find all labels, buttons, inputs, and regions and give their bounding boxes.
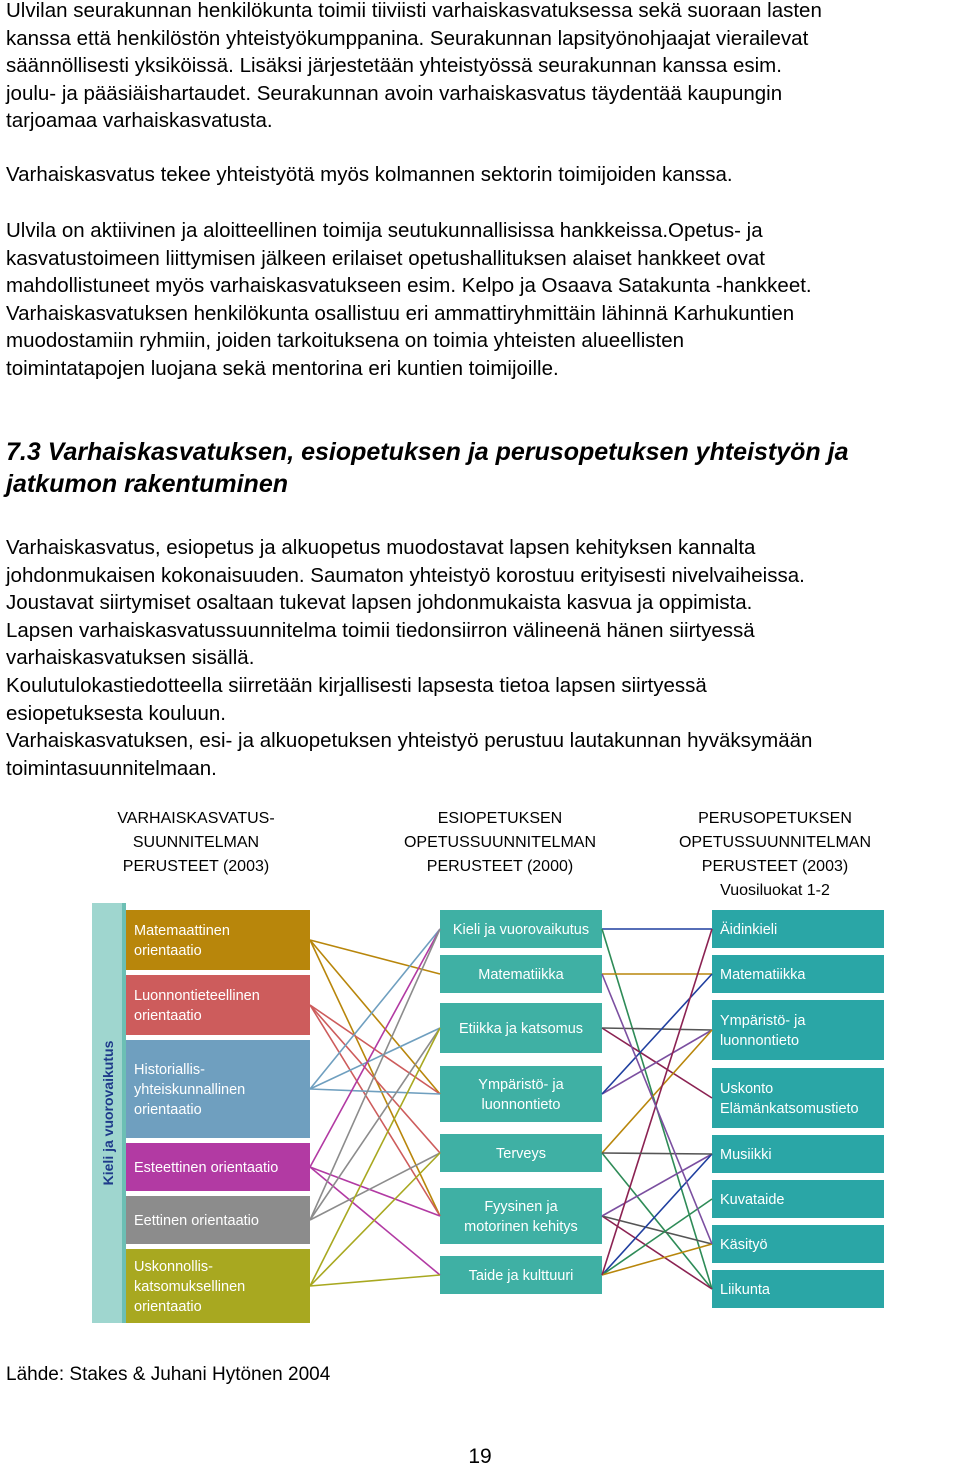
connector-line [602, 1030, 712, 1153]
col1-label: Eettinen orientaatio [134, 1213, 259, 1229]
connector-line [602, 974, 712, 1244]
col1-title: VARHAISKASVATUS-SUUNNITELMAN PERUSTEET (2003) [117, 810, 275, 875]
connector-line [602, 1216, 712, 1289]
col1-label: Luonnontieteellinen orientaatio [134, 988, 260, 1024]
col3-label: Matematiikka [720, 967, 806, 983]
col2-label: Fyysinen ja motorinen kehitys [464, 1199, 578, 1235]
connector-line [310, 1275, 440, 1286]
connector-line [310, 940, 440, 974]
col3-box [712, 1000, 884, 1060]
paragraph-kolmas-sektori: Varhaiskasvatus tekee yhteistyötä myös kolmannen sektorin toimijoiden kanssa. [6, 163, 733, 186]
col1-box [126, 975, 310, 1035]
col3-label: Äidinkieli [720, 922, 778, 938]
paragraph-hankkeet: Ulvila on aktiivinen ja aloitteellinen toimija seutukunnallisissa hankkeissa.Opetus- ja kasvatustoimeen liittymisen jälkeen erilaiset opetushallituksen alaiset hankkeet ovat mahdollistuneet myös varhaiskasvatukseen esim. Kelpo ja Osaava Satakunta -hankkeet. Varhaiskasvatuksen henkilökunta osallistuu eri ammattiryhmittäin lähinnä Karhukuntien muodostamiin ryhmiin, joiden tarkoituksena on toimia yhteisten alueellisten toimintatapojen luojana sekä mentorina eri kuntien toimijoille. [6, 219, 812, 380]
paragraph-jatkumo: Varhaiskasvatus, esiopetus ja alkuopetus muodostavat lapsen kehityksen kannalta johdonmukaisen kokonaisuuden. Saumaton yhteistyö korostuu erityisesti nivelvaiheissa. Joustavat siirtymiset osaltaan tukevat lapsen johdonmukaista kasvua ja oppimista. Lapsen varhaiskasvatussuunnitelma toimii tiedonsiirron välineenä hänen siirtyessä varhaiskasvatuksen sisällä. Koulutulokastiedotteella siirretään kirjallisesti lapsesta tietoa lapsen siirtyessä esiopetuksesta kouluun. Varhaiskasvatuksen, esi- ja alkuopetuksen yhteistyö perustuu lautakunnan hyväksymään toimintasuunnitelmaan. [6, 536, 813, 780]
section-heading: 7.3 Varhaiskasvatuksen, esiopetuksen ja perusopetuksen yhteistyön ja jatkumon rakentuminen [6, 438, 849, 498]
col2-title: ESIOPETUKSEN OPETUSSUUNNITELMAN PERUSTEET (2000) [403, 810, 597, 875]
col3-label: Ympäristö- ja luonnontieto [720, 1013, 806, 1049]
col3-label: Musiikki [720, 1147, 772, 1163]
connector-line [602, 1153, 712, 1154]
connector-line [310, 1153, 440, 1220]
col2-label: Taide ja kulttuuri [468, 1268, 574, 1284]
col2-box [440, 1188, 602, 1244]
col3-label: Kuvataide [720, 1192, 785, 1208]
connector-line [602, 1028, 712, 1030]
page-number: 19 [468, 1445, 492, 1468]
connector-line [602, 974, 712, 1094]
col3-label: Käsityö [720, 1237, 768, 1253]
col2-label: Kieli ja vuorovaikutus [452, 922, 590, 938]
col1-label: Esteettinen orientaatio [134, 1160, 279, 1176]
curriculum-diagram [0, 795, 960, 1335]
col2-box [440, 1066, 602, 1122]
col2-label: Matematiikka [478, 967, 564, 983]
connector-line [602, 1154, 712, 1216]
connector-line [310, 1153, 440, 1286]
col1-label: Historiallis-yhteiskunnallinen orientaatio [134, 1062, 246, 1118]
source-citation: Lähde: Stakes & Juhani Hytönen 2004 [6, 1364, 331, 1385]
col1-label: Matemaattinen orientaatio [134, 923, 230, 959]
col2-label: Terveys [496, 1146, 546, 1162]
col3-label: Uskonto Elämänkatsomustieto [720, 1081, 859, 1117]
connector-line [602, 1244, 712, 1275]
connector-line [310, 1089, 440, 1094]
connector-line [310, 1028, 440, 1286]
col3-title: PERUSOPETUKSEN OPETUSSUUNNITELMAN PERUSTEET (2003) Vuosiluokat 1-2 [678, 810, 872, 899]
connector-line [602, 1030, 712, 1094]
col2-label: Ympäristö- ja luonnontieto [478, 1077, 564, 1113]
col3-box [712, 1068, 884, 1128]
connector-line [602, 1028, 712, 1098]
paragraph-seurakunta: Ulvilan seurakunnan henkilökunta toimii tiiviisti varhaiskasvatuksessa sekä suoraan lasten kanssa että henkilöstön yhteistyökumppanina. Seurakunnan lapsityönohjaajat vierailevat säännöllisesti yksiköissä. Lisäksi järjestetään yhteistyössä seurakunnan kanssa esim. joulu- ja pääsiäishartaudet. Seurakunnan avoin varhaiskasvatus täydentää kaupungin tarjoamaa varhaiskasvatusta. [6, 0, 822, 133]
col3-label: Liikunta [720, 1282, 770, 1298]
side-bar-edge [122, 903, 126, 1323]
side-label: Kieli ja vuorovaikutus [100, 1040, 116, 1186]
col2-label: Etiikka ja katsomus [458, 1021, 584, 1037]
col1-label: Uskonnollis-katsomuksellinen orientaatio [134, 1259, 246, 1315]
col1-box [126, 910, 310, 970]
